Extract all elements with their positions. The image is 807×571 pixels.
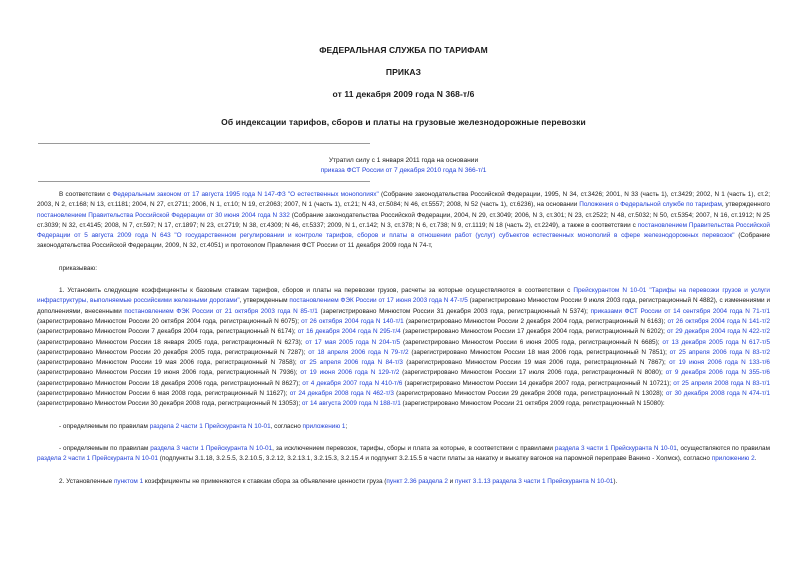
text-run: (зарегистрировано Минюстом России 17 июля 2006 года, регистрационный N 8080); <box>399 369 666 377</box>
text-run: (зарегистрировано Минюстом России 19 июня 2006 года, регистрационный N 7936); <box>37 369 301 377</box>
order-word: приказываю: <box>59 264 97 272</box>
order-617-link[interactable]: от 13 декабря 2005 года N 617-т/5 <box>662 338 771 346</box>
text-run: (зарегистрировано Минюстом России 18 января 2005 года, регистрационный N 6273); <box>37 338 306 346</box>
fst-regulation-link[interactable]: Положения о Федеральной службе по тарифам <box>579 201 722 209</box>
order-462-link[interactable]: от 24 декабря 2008 года N 462-т/3 <box>289 390 394 398</box>
section-3-part-1-link[interactable]: раздела 3 части 1 Прейскуранта N 10-01 <box>150 444 273 452</box>
order-84-link[interactable]: от 25 апреля 2006 года N 84-т/3 <box>299 359 403 367</box>
text-run: (зарегистрировано Минюстом России 31 декабря 2003 года, регистрационный N 5374); <box>317 307 591 315</box>
repeal-order-link[interactable]: приказа ФСТ России от 7 декабря 2010 года N 366-т/1 <box>320 167 487 174</box>
text-run: , осуществляются по правилам <box>676 444 770 452</box>
order-422-link[interactable]: от 29 декабря 2004 года N 422-т/2 <box>667 328 770 336</box>
order-355-link[interactable]: от 9 декабря 2006 года N 355-т/6 <box>665 369 770 377</box>
text-run: . <box>754 455 757 463</box>
text-run: (зарегистрировано Минюстом России 21 октября 2009 года, регистрационный N 15080): <box>400 400 665 408</box>
order-295-link[interactable]: от 16 декабря 2004 года N 295-т/4 <box>297 328 401 336</box>
order-83-2006-link[interactable]: от 25 апреля 2006 года N 83-т/2 <box>669 348 771 356</box>
text-run: - определяемым по правилам <box>59 422 150 430</box>
text-run: (зарегистрировано Минюстом России 29 декабря 2008 года, регистрационный N 13028); <box>393 390 666 398</box>
section-2-part-1-link[interactable]: раздела 2 части 1 Прейскуранта N 10-01 <box>149 422 271 430</box>
text-run: и <box>447 477 456 485</box>
text-run: (зарегистрировано Минюстом России 30 декабря 2008 года, регистрационный N 13053); <box>37 400 302 408</box>
bullet-1-paragraph <box>37 422 770 432</box>
paragraph-gap <box>37 274 770 286</box>
text-run: 1. Установить следующие коэффициенты к базовым ставкам тарифов, сборов и платы на перевозки грузов, расчеты за которые осуществляются в соответствии с <box>59 287 574 295</box>
clause-2-36-link[interactable]: пункт 2.36 раздела 2 <box>386 477 448 485</box>
text-run: (зарегистрировано Минюстом России 20 октября 2004 года, регистрационный N 6075); <box>37 317 302 325</box>
text-run: (зарегистрировано Минюстом России 19 мая 2006 года, регистрационный N 7858); <box>37 359 300 367</box>
paragraph-gap <box>37 252 770 264</box>
text-run: (зарегистрировано Минюстом России 19 мая 2006 года, регистрационный N 7867); <box>402 359 670 367</box>
agency-name: ФЕДЕРАЛЬНАЯ СЛУЖБА ПО ТАРИФАМ <box>319 45 488 55</box>
text-run: , утвержденным <box>239 297 290 305</box>
text-run: коэффициенты не применяются к ставкам сбора за объявление ценности груза ( <box>143 477 387 485</box>
clause-1-link[interactable]: пунктом 1 <box>113 477 144 485</box>
order-188-link[interactable]: от 14 августа 2009 года N 188-т/1 <box>301 400 401 408</box>
paragraph-gap <box>37 465 770 477</box>
text-run: (Собрание законодательства Российской Федерации, 1995, N 34, ст.3426; 2001, N 33 (часть 1), ст.3429; 2002, N 1 (часть 1), ст.2; 2003, N 2, ст.168; N 13, ст.1181; 2004, N 27, ст.2711; 2006, N 1, ст.10; N 19, ст.2063; 2007, N 1 (часть 1), ст.21; N 43, ст.5084; N 46, ст.5557; 2008, N 52 (часть 1), ст.6236), на основании <box>37 191 770 209</box>
bottom-divider <box>38 181 370 182</box>
text-run: - определяемым по правилам <box>59 444 151 452</box>
text-run: (зарегистрировано Минюстом России 17 декабря 2004 года, регистрационный N 6202); <box>400 328 667 336</box>
text-run: (зарегистрировано Минюстом России 6 мая 2008 года, регистрационный N 11627); <box>37 390 290 398</box>
appendix-1-link[interactable]: приложению 1 <box>302 422 346 430</box>
clause-3-1-13-link[interactable]: пункт 3.1.13 раздела 3 части 1 Прейскуранта N 10-01 <box>455 477 614 485</box>
item-2-paragraph <box>37 477 770 487</box>
top-divider <box>38 143 370 144</box>
section-2-part-1-link-2[interactable]: раздела 2 части 1 Прейскуранта N 10-01 <box>37 455 158 463</box>
text-run: (зарегистрировано Минюстом России 6 июня 2005 года, регистрационный N 6685); <box>400 338 663 346</box>
status-note-text: Утратил силу с 1 января 2011 года на основании <box>328 157 479 164</box>
text-run: 2. Установленные <box>59 477 114 485</box>
order-129-link[interactable]: от 19 июня 2006 года N 129-т/2 <box>300 369 400 377</box>
resolution-643-link[interactable]: постановлением Правительства Российской Федерации от 5 августа 2009 года N 643 "О государственном регулировании и контроле тарифов, сборов и платы в отношении работ (услуг) субъектов естественных монополий в сфере железнодорожных перевозок" <box>37 221 770 240</box>
order-141-link[interactable]: от 26 октября 2004 года N 141-т/2 <box>667 317 770 325</box>
document-date-number: от 11 декабря 2009 года N 368-т/6 <box>332 89 475 99</box>
fek-resolution-85-link[interactable]: постановлением ФЭК России от 21 октября 2003 года N 85-т/1 <box>124 307 318 315</box>
order-71-link[interactable]: приказами ФСТ России от 14 сентября 2004 года N 71-т/1 <box>590 307 771 315</box>
federal-law-link[interactable]: Федеральным законом от 17 августа 1995 года N 147-ФЗ "О естественных монополиях" <box>112 191 379 198</box>
status-note-link-line <box>0 167 807 174</box>
text-run: ; <box>345 422 348 430</box>
document-body <box>37 190 770 487</box>
bullet-2-paragraph <box>37 444 770 465</box>
text-run: (зарегистрировано Минюстом России 9 июля 2003 года, регистрационный N 4882), с изменениями и дополнениями, внесенными <box>37 297 771 315</box>
fek-resolution-47-link[interactable]: постановлением ФЭК России от 17 июня 2003 года N 47-т/5 <box>289 297 468 305</box>
text-run: В соответствии с <box>59 191 113 198</box>
text-run: (подпункты 3.1.18, 3.2.5.5, 3.2.10.5, 3.2.12, 3.2.13.1, 3.2.15.3, 3.2.15.4 и подпункт 3.2.15.5 в части платы за накатку и выкатку вагонов на паромной переправе Ванино - Холмск), согласно <box>157 455 712 463</box>
text-run: (Собрание законодательства Российской Федерации, 2009, N 32, ст.4051) и протоколом Правления ФСТ России от 11 декабря 2009 года N 74-т, <box>37 232 771 250</box>
order-140-link[interactable]: от 26 октября 2004 года N 140-т/1 <box>301 317 404 325</box>
text-run: (зарегистрировано Минюстом России 18 мая 2006 года, регистрационный N 7851); <box>408 348 670 356</box>
text-run: , согласно <box>270 422 303 430</box>
document-title: Об индексации тарифов, сборов и платы на грузовые железнодорожные перевозки <box>221 117 586 127</box>
order-474-link[interactable]: от 30 декабря 2008 года N 474-т/1 <box>665 390 770 398</box>
resolution-332-link[interactable]: постановлением Правительства Российской Федерации от 30 июня 2004 года N 332 <box>37 211 290 219</box>
text-run: (зарегистрировано Минюстом России 18 декабря 2006 года, регистрационный N 8627); <box>37 379 303 387</box>
text-run: (зарегистрировано Минюстом России 7 декабря 2004 года, регистрационный N 6174); <box>37 328 298 336</box>
text-run: (зарегистрировано Минюстом России 14 декабря 2007 года, регистрационный N 10721); <box>402 379 674 387</box>
order-410-link[interactable]: от 4 декабря 2007 года N 410-т/6 <box>302 379 403 387</box>
order-79-link[interactable]: от 18 апреля 2006 года N 79-т/2 <box>308 348 409 356</box>
text-run: ). <box>613 477 618 485</box>
document-kind: ПРИКАЗ <box>385 67 422 77</box>
text-run: (зарегистрировано Минюстом России 20 декабря 2005 года, регистрационный N 7287); <box>37 348 309 356</box>
paragraph-gap <box>37 410 770 422</box>
section-3-part-1-link-2[interactable]: раздела 3 части 1 Прейскуранта N 10-01 <box>554 444 677 452</box>
text-run: (Собрание законодательства Российской Федерации, 2004, N 29, ст.3049; 2006, N 3, ст.301; N 23, ст.2522; N 48, ст.5032; N 50, ст.5354; 2007, N 16, ст.1912; N 25 ст.3039; N 32, ст.4145; 2008, N 7, ст.597; N 17, ст.1897; N 23, ст.2719; N 38, ст.4309; N 46, ст.5337; 2009, N 1, ст.142; N 3, ст.378; N 6, ст.738; N 9, ст.1119; N 18 (часть 2), ст.2249), а также в соответствии с <box>37 211 770 229</box>
order-204-link[interactable]: от 17 мая 2005 года N 204-т/5 <box>305 338 401 346</box>
text-run: (зарегистрировано Минюстом России 2 декабря 2004 года, регистрационный N 6163); <box>403 317 668 325</box>
item-1-paragraph <box>37 286 770 410</box>
appendix-2-link[interactable]: приложению 2 <box>711 455 755 463</box>
order-83-2008-link[interactable]: от 25 апреля 2008 года N 83-т/1 <box>673 379 770 387</box>
intro-paragraph <box>37 190 770 252</box>
paragraph-gap <box>37 432 770 444</box>
price-list-link[interactable]: Прейскурантом N 10-01 "Тарифы на перевозки грузов и услуги инфраструктуры, выполняемые российскими железными дорогами" <box>37 287 770 305</box>
text-run: , за исключением перевозок, тарифы, сборы и плата за которые, в соответствии с правилами <box>272 444 555 452</box>
order-133-link[interactable]: от 19 июня 2006 года N 133-т/6 <box>669 359 770 367</box>
text-run: , утвержденного <box>721 201 771 209</box>
